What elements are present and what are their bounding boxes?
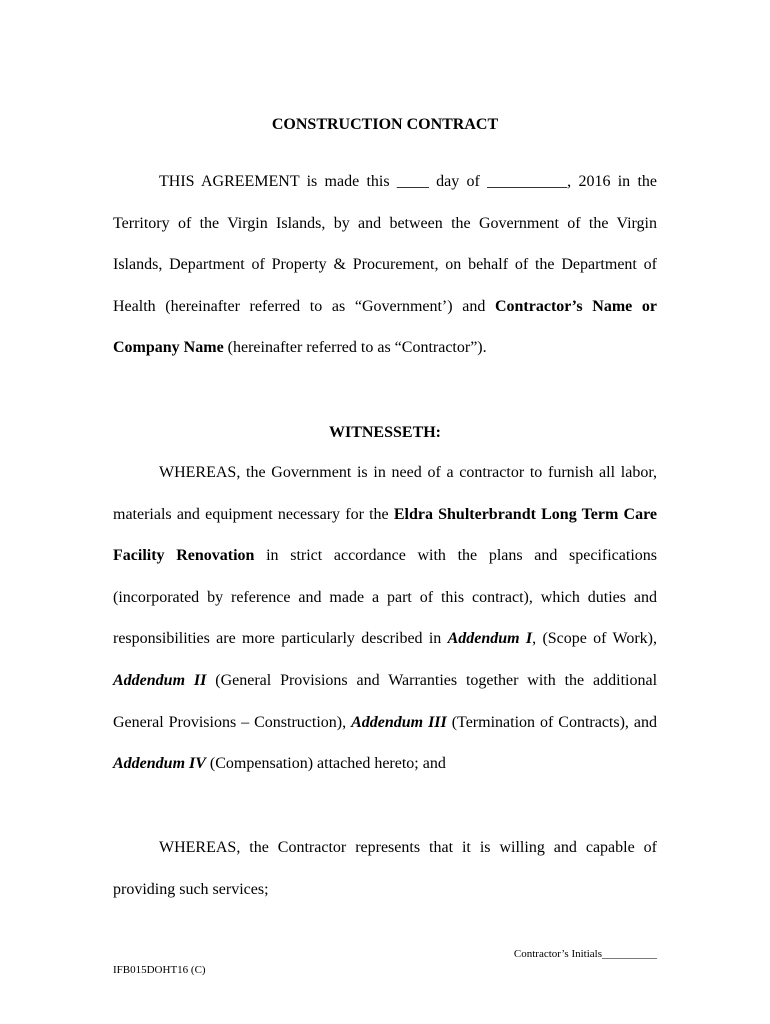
agreement-paragraph [113, 161, 657, 369]
whereas-paragraph-2: WHEREAS, the Contractor represents that it is willing and capable of providing such services; [113, 839, 657, 898]
whereas1-text-2: in strict accordance with the plans and specifications (incorporated by reference and made a part of this contract), which duties and responsibilities are more particularly described in [113, 547, 657, 648]
whereas1-text-1: WHEREAS, the Government is in need of a contractor to furnish all labor, materials and equipment necessary for the [113, 464, 657, 523]
addendum-iii-ref: Addendum III [351, 713, 447, 731]
whereas-paragraph-1 [113, 452, 657, 785]
document-id: IFB015DOHT16 (C) [113, 964, 206, 976]
page-title: CONSTRUCTION CONTRACT [271, 116, 499, 133]
witnesseth-heading: WITNESSETH: [328, 424, 442, 441]
agreement-text-2: (hereinafter referred to as “Contractor”). [223, 339, 487, 357]
contractor-name-placeholder: Contractor’s Name or Company Name [113, 297, 657, 357]
whereas1-text-3: , (Scope of Work), [532, 630, 657, 648]
contractor-initials-line: Contractor’s Initials__________ [513, 948, 657, 960]
facility-name: Eldra Shulterbrandt Long Term Care Facility Renovation [113, 505, 657, 565]
addendum-ii-ref: Addendum II [113, 671, 207, 689]
whereas1-text-4: (General Provisions and Warranties together with the additional General Provisions – Construction), [113, 671, 658, 731]
addendum-i-ref: Addendum I [447, 630, 533, 648]
addendum-iv-ref: Addendum IV [113, 755, 206, 773]
whereas1-text-6: (Compensation) attached hereto; and [205, 755, 446, 773]
agreement-text-1: THIS AGREEMENT is made this ____ day of __________, 2016 in the Territory of the Virgin Islands, by and between the Government of the Virgin Islands, Department of Property & Procurement, on behalf of the Department of Health (hereinafter referred to as “Government’) and [113, 173, 657, 315]
whereas1-text-5: (Termination of Contracts), and [446, 713, 657, 731]
